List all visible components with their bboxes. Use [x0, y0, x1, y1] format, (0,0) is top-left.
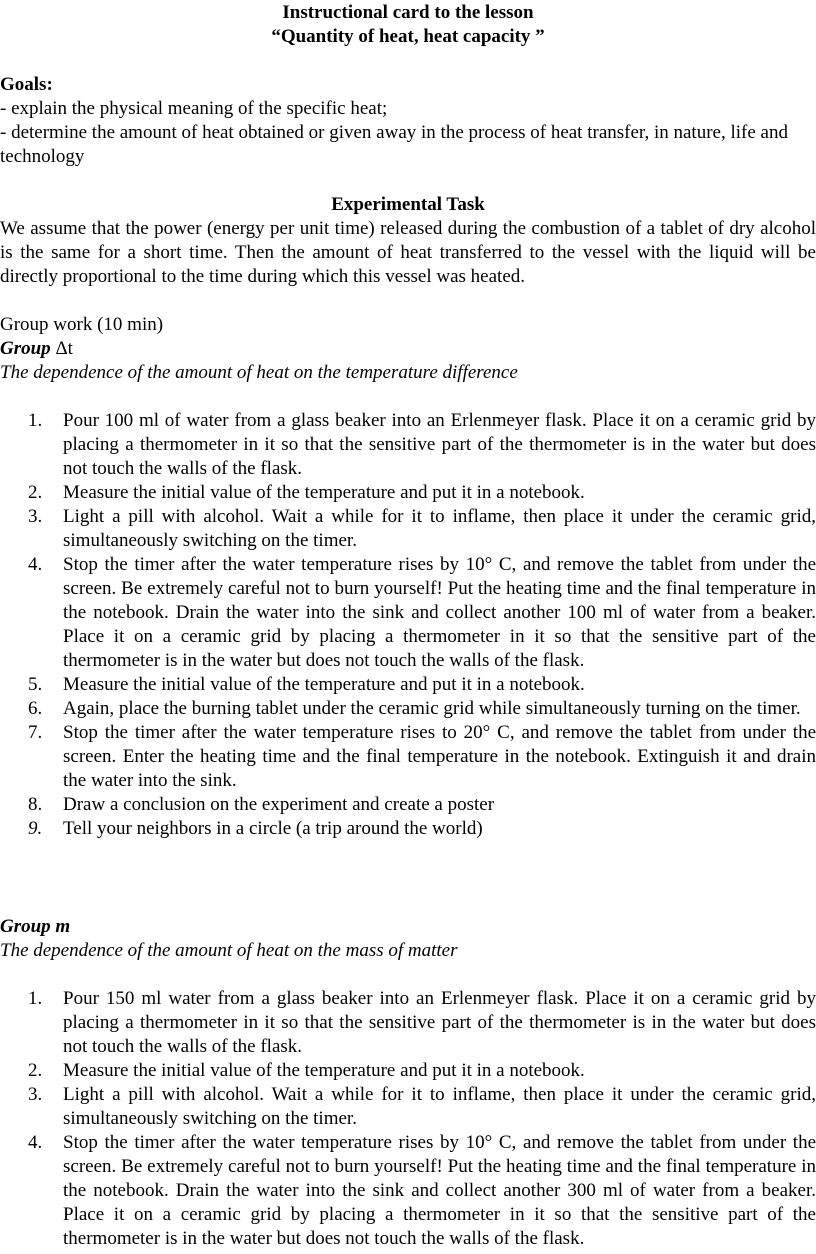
- list-item: 1. Pour 150 ml water from a glass beaker into an Erlenmeyer flask. Place it on a ceramic grid by placing a thermometer in it so that the sensitive part of the thermometer is in the water but does not touch the walls of the flask.: [28, 988, 816, 1057]
- list-item: 7. Stop the timer after the water temperature rises to 20° C, and remove the tablet from under the screen. Enter the heating time and the final temperature in the notebook. Extinguish it and drain the water into the sink.: [28, 722, 816, 791]
- delta-t-symbol: Δt: [55, 338, 73, 359]
- experimental-task-heading: Experimental Task: [331, 194, 485, 215]
- group-dt-heading: [0, 337, 816, 361]
- list-item: 6. Again, place the burning tablet under the ceramic grid while simultaneously turning on the timer.: [28, 698, 801, 719]
- group-m-heading: Group m: [0, 916, 71, 937]
- group-dt-steps: [0, 409, 816, 841]
- experimental-task-section: [0, 193, 816, 289]
- group-dt-subtitle: The dependence of the amount of heat on the temperature difference: [0, 362, 518, 383]
- group-m-subtitle: The dependence of the amount of heat on the mass of matter: [0, 940, 458, 961]
- list-item: 2. Measure the initial value of the temperature and put it in a notebook.: [28, 482, 585, 503]
- group-work-label: Group work (10 min): [0, 314, 164, 335]
- list-item: 8. Draw a conclusion on the experiment and create a poster: [28, 794, 495, 815]
- group-m-steps: [0, 987, 816, 1251]
- list-item: 3. Light a pill with alcohol. Wait a while for it to inflame, then place it under the ceramic grid, simultaneously switching on the timer.: [28, 506, 816, 551]
- group-m-section: [0, 915, 816, 963]
- group-dt-label: Group: [0, 338, 51, 359]
- group-dt-section: [0, 313, 816, 385]
- list-item: 3. Light a pill with alcohol. Wait a while for it to inflame, then place it under the ceramic grid, simultaneously switching on the timer.: [28, 1084, 816, 1129]
- list-item: 1. Pour 100 ml of water from a glass beaker into an Erlenmeyer flask. Place it on a ceramic grid by placing a thermometer in it so that the sensitive part of the thermometer is in the water but does not touch the walls of the flask.: [28, 410, 816, 479]
- title-line-2: “Quantity of heat, heat capacity ”: [271, 26, 545, 47]
- list-item: 5. Measure the initial value of the temperature and put it in a notebook.: [28, 674, 585, 695]
- experimental-task-text: We assume that the power (energy per unit time) released during the combustion of a tablet of dry alcohol is the same for a short time. Then the amount of heat transferred to the vessel with the liquid will be directly proportional to the time during which this vessel was heated.: [0, 218, 816, 287]
- list-item: 4. Stop the timer after the water temperature rises by 10° C, and remove the tablet from under the screen. Be extremely careful not to burn yourself! Put the heating time and the final temperature in the notebook. Drain the water into the sink and collect another 300 ml of water from a beaker. Place it on a ceramic grid by placing a thermometer in it so that the sensitive part of the thermometer is in the water but does not touch the walls of the flask.: [28, 1132, 816, 1249]
- list-item: 9. Tell your neighbors in a circle (a trip around the world): [28, 818, 483, 839]
- goals-section: [0, 73, 816, 169]
- list-item: 2. Measure the initial value of the temperature and put it in a notebook.: [28, 1060, 585, 1081]
- card-title: [0, 1, 816, 49]
- title-line-1: Instructional card to the lesson: [282, 2, 534, 23]
- list-item: 4. Stop the timer after the water temperature rises by 10° C, and remove the tablet from under the screen. Be extremely careful not to burn yourself! Put the heating time and the final temperature in the notebook. Drain the water into the sink and collect another 100 ml of water from a beaker. Place it on a ceramic grid by placing a thermometer in it so that the sensitive part of the thermometer is in the water but does not touch the walls of the flask.: [28, 554, 816, 671]
- goals-heading: Goals:: [0, 74, 53, 95]
- goal-item: - explain the physical meaning of the specific heat;: [0, 98, 388, 119]
- goal-item: - determine the amount of heat obtained or given away in the process of heat transfer, in nature, life and technology: [0, 122, 788, 167]
